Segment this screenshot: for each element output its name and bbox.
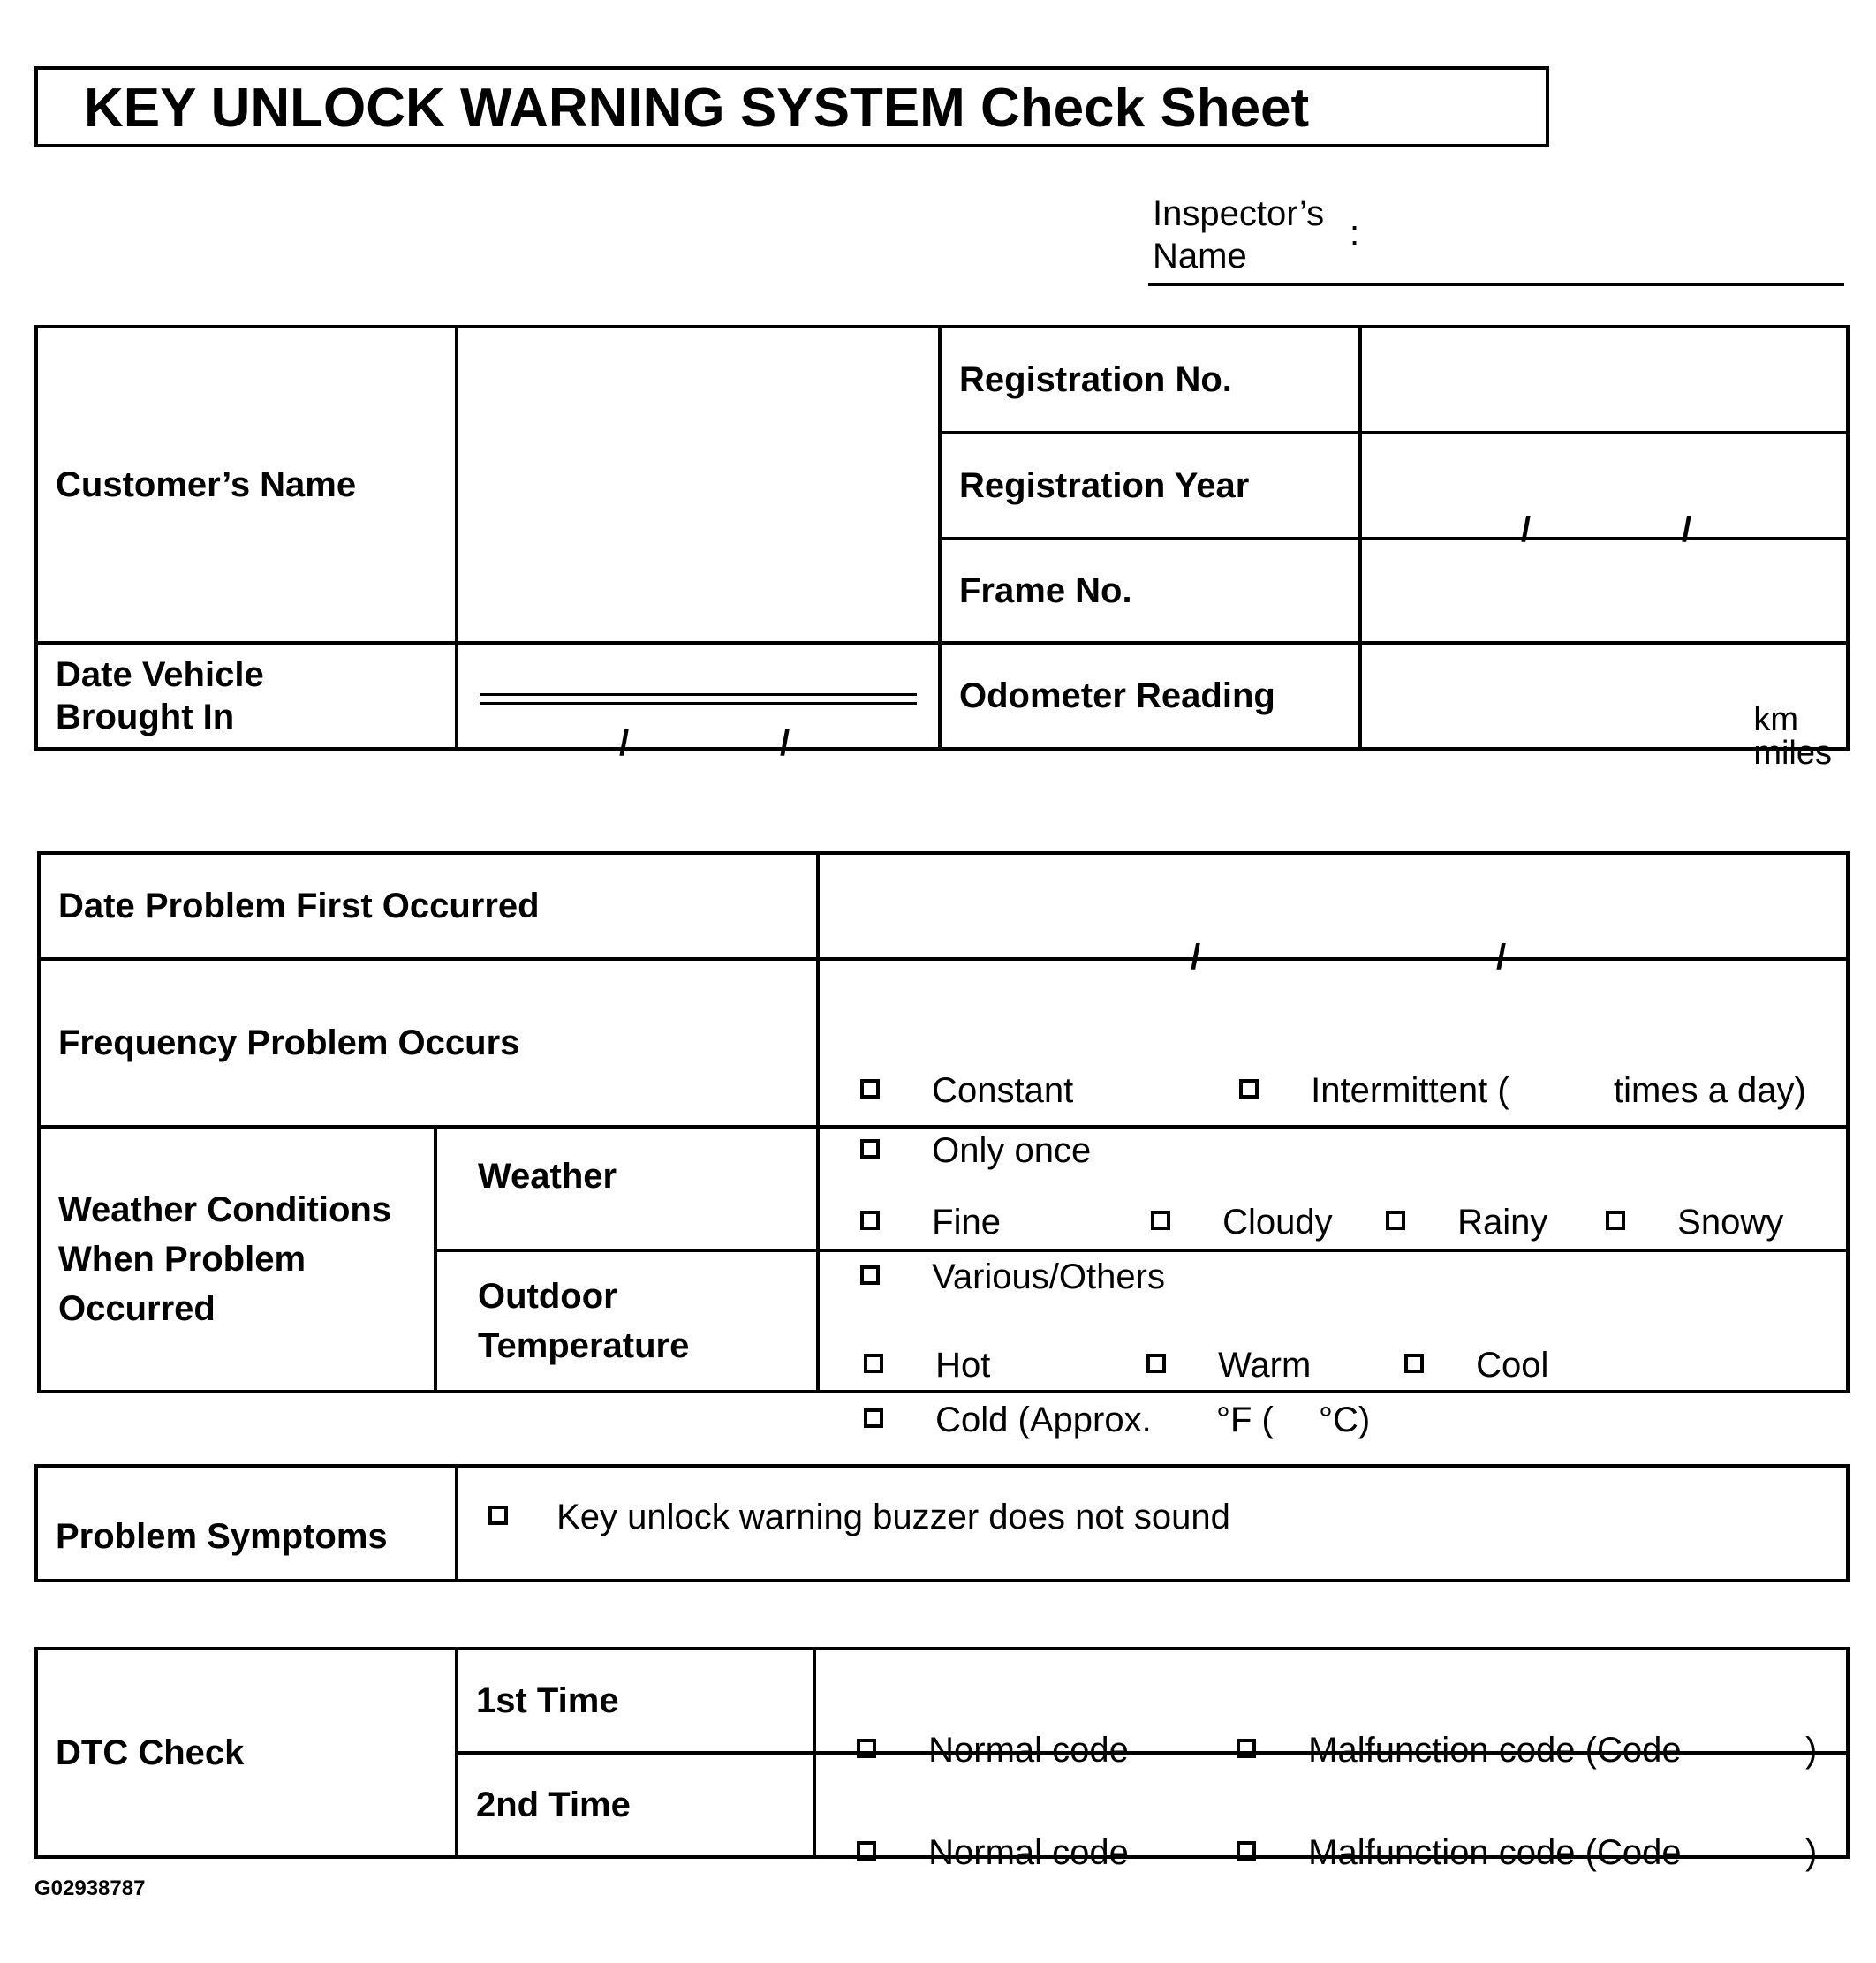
option-fine: Fine xyxy=(932,1203,1001,1242)
checkbox-rainy[interactable] xyxy=(1386,1211,1405,1230)
date-separator: / xyxy=(1191,938,1201,977)
weather-conditions-line2: When Problem xyxy=(58,1240,306,1279)
frame-no-field[interactable] xyxy=(1360,539,1848,643)
inspector-colon: : xyxy=(1350,214,1360,253)
checkbox-constant[interactable] xyxy=(860,1079,880,1099)
customer-name-underline xyxy=(480,693,917,705)
registration-no-field[interactable] xyxy=(1360,327,1848,433)
date-separator: / xyxy=(780,724,790,763)
outdoor-temperature-label xyxy=(435,1250,818,1392)
checkbox-various[interactable] xyxy=(860,1265,880,1285)
odometer-label: Odometer Reading xyxy=(940,643,1360,749)
option-malfunction-code: Malfunction code (Code xyxy=(1308,1731,1682,1770)
checkbox-second-malfunction-code[interactable] xyxy=(1237,1841,1256,1861)
option-rainy: Rainy xyxy=(1457,1203,1548,1242)
date-first-occurred-field[interactable] xyxy=(818,853,1848,977)
option-buzzer-no-sound: Key unlock warning buzzer does not sound xyxy=(556,1498,1230,1536)
problem-symptoms-options xyxy=(457,1466,1848,1581)
weather-label xyxy=(435,1127,818,1250)
option-times-a-day: times a day) xyxy=(1614,1071,1806,1110)
checkbox-snowy[interactable] xyxy=(1606,1211,1625,1230)
problem-symptoms-label-text: Problem Symptoms xyxy=(56,1517,388,1556)
date-brought-in-label xyxy=(36,643,457,749)
weather-conditions-label xyxy=(39,1127,435,1392)
figure-id: G02938787 xyxy=(34,1876,146,1900)
option-cold: Cold (Approx. xyxy=(935,1401,1152,1439)
registration-year-label: Registration Year xyxy=(940,433,1360,539)
checkbox-cold[interactable] xyxy=(864,1408,883,1428)
weather-label-text: Weather xyxy=(478,1157,617,1196)
dtc-first-time-label: 1st Time xyxy=(457,1649,814,1753)
inspector-name-label xyxy=(1153,193,1324,277)
inspector-label-line2: Name xyxy=(1153,237,1247,276)
dtc-second-time-label: 2nd Time xyxy=(457,1753,814,1857)
dtc-check-table xyxy=(34,1647,1850,1872)
outdoor-temp-line2: Temperature xyxy=(478,1326,690,1365)
date-separator: / xyxy=(1682,510,1692,549)
checkbox-warm[interactable] xyxy=(1146,1354,1166,1373)
odometer-unit-miles: miles xyxy=(1753,735,1832,772)
dtc-check-label: DTC Check xyxy=(36,1649,457,1857)
option-cool: Cool xyxy=(1476,1346,1549,1385)
registration-no-label: Registration No. xyxy=(940,327,1360,433)
weather-conditions-line3: Occurred xyxy=(58,1289,216,1328)
checkbox-second-normal-code[interactable] xyxy=(857,1841,876,1861)
frequency-options xyxy=(818,959,1848,1170)
malfunction-code-close: ) xyxy=(1805,1833,1818,1872)
option-various: Various/Others xyxy=(932,1257,1165,1296)
option-hot: Hot xyxy=(935,1346,991,1385)
problem-symptoms-label xyxy=(36,1466,457,1581)
checkbox-fine[interactable] xyxy=(860,1211,880,1230)
problem-symptoms-table xyxy=(34,1464,1850,1582)
registration-year-field[interactable] xyxy=(1360,433,1848,549)
unit-celsius: °C) xyxy=(1319,1401,1371,1439)
date-separator: / xyxy=(619,724,630,763)
checkbox-hot[interactable] xyxy=(864,1354,883,1373)
checkbox-cloudy[interactable] xyxy=(1151,1211,1170,1230)
customer-name-label: Customer’s Name xyxy=(36,327,457,643)
dtc-first-time-options xyxy=(814,1649,1848,1770)
odometer-field[interactable] xyxy=(1360,643,1848,772)
odometer-unit-km: km xyxy=(1753,701,1798,738)
inspector-label-line1: Inspector’s xyxy=(1153,194,1325,233)
option-cloudy: Cloudy xyxy=(1222,1203,1333,1242)
checkbox-intermittent[interactable] xyxy=(1239,1079,1259,1099)
unit-fahrenheit: °F ( xyxy=(1216,1401,1274,1439)
option-constant: Constant xyxy=(932,1071,1074,1110)
date-brought-in-line2: Brought In xyxy=(56,698,235,736)
malfunction-code-close: ) xyxy=(1805,1731,1818,1770)
checkbox-first-normal-code[interactable] xyxy=(857,1739,876,1758)
checkbox-buzzer-no-sound[interactable] xyxy=(488,1506,508,1525)
inspector-name-field[interactable] xyxy=(1148,283,1844,286)
date-brought-in-line1: Date Vehicle xyxy=(56,655,264,694)
outdoor-temp-line1: Outdoor xyxy=(478,1277,617,1316)
option-malfunction-code: Malfunction code (Code xyxy=(1308,1833,1682,1872)
customer-name-field[interactable] xyxy=(457,327,940,643)
option-normal-code: Normal code xyxy=(928,1731,1129,1770)
weather-conditions-line1: Weather Conditions xyxy=(58,1190,392,1229)
option-normal-code: Normal code xyxy=(928,1833,1129,1872)
frame-no-label: Frame No. xyxy=(940,539,1360,643)
option-only-once: Only once xyxy=(932,1131,1092,1170)
option-intermittent: Intermittent ( xyxy=(1311,1071,1509,1110)
vehicle-info-table xyxy=(34,325,1850,772)
date-separator: / xyxy=(1521,510,1532,549)
problem-conditions-table xyxy=(37,851,1850,1439)
date-first-occurred-label: Date Problem First Occurred xyxy=(39,853,818,959)
page-title: KEY UNLOCK WARNING SYSTEM Check Sheet xyxy=(84,78,1310,139)
option-warm: Warm xyxy=(1218,1346,1312,1385)
frequency-label: Frequency Problem Occurs xyxy=(39,959,818,1127)
checkbox-first-malfunction-code[interactable] xyxy=(1237,1739,1256,1758)
option-snowy: Snowy xyxy=(1677,1203,1784,1242)
date-separator: / xyxy=(1496,938,1507,977)
checkbox-cool[interactable] xyxy=(1404,1354,1424,1373)
checkbox-only-once[interactable] xyxy=(860,1139,880,1159)
